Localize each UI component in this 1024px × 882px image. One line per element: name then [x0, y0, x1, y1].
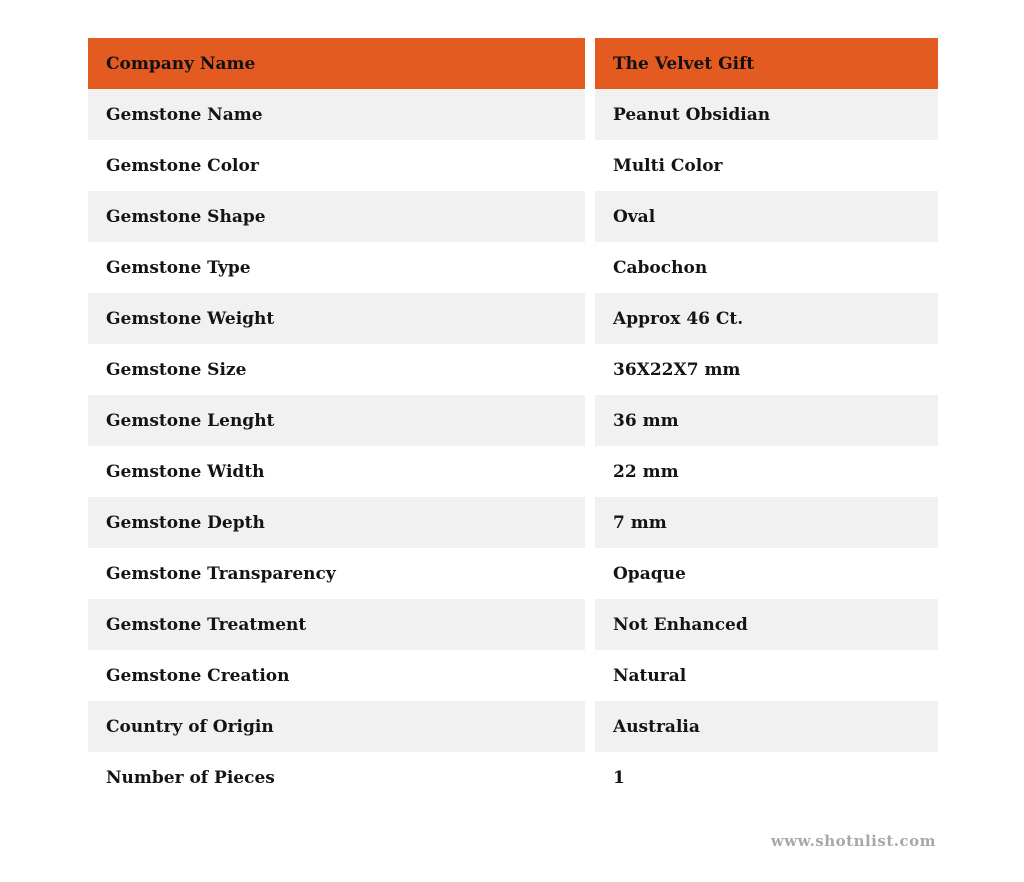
attribute-label: Gemstone Lenght: [88, 395, 585, 446]
attribute-label: Number of Pieces: [88, 752, 585, 803]
attribute-value: 1: [595, 752, 938, 803]
table-row: [88, 293, 938, 344]
header-value-cell: The Velvet Gift: [595, 38, 938, 89]
table-row: [88, 344, 938, 395]
table-row: [88, 191, 938, 242]
attribute-value: Multi Color: [595, 140, 938, 191]
attribute-label: Gemstone Creation: [88, 650, 585, 701]
attribute-value: Natural: [595, 650, 938, 701]
attribute-value: Oval: [595, 191, 938, 242]
gemstone-spec-table: [88, 38, 938, 803]
attribute-value: Cabochon: [595, 242, 938, 293]
table-row: [88, 242, 938, 293]
attribute-value: Peanut Obsidian: [595, 89, 938, 140]
attribute-value: Australia: [595, 701, 938, 752]
attribute-value: 36X22X7 mm: [595, 344, 938, 395]
attribute-value: 36 mm: [595, 395, 938, 446]
attribute-label: Gemstone Type: [88, 242, 585, 293]
attribute-label: Gemstone Treatment: [88, 599, 585, 650]
attribute-label: Gemstone Size: [88, 344, 585, 395]
table-row: [88, 548, 938, 599]
watermark-url: www.shotnlist.com: [770, 832, 936, 850]
table-row: [88, 497, 938, 548]
table-row: [88, 140, 938, 191]
table-row: [88, 599, 938, 650]
attribute-label: Gemstone Width: [88, 446, 585, 497]
attribute-label: Gemstone Name: [88, 89, 585, 140]
attribute-label: Gemstone Color: [88, 140, 585, 191]
table-row: [88, 650, 938, 701]
attribute-value: Approx 46 Ct.: [595, 293, 938, 344]
attribute-value: Opaque: [595, 548, 938, 599]
table-row: [88, 89, 938, 140]
attribute-label: Gemstone Transparency: [88, 548, 585, 599]
attribute-value: 7 mm: [595, 497, 938, 548]
table-row: [88, 446, 938, 497]
table-row: [88, 752, 938, 803]
attribute-label: Gemstone Depth: [88, 497, 585, 548]
table-row: [88, 395, 938, 446]
table-header-row: [88, 38, 938, 89]
header-label-cell: Company Name: [88, 38, 585, 89]
attribute-label: Country of Origin: [88, 701, 585, 752]
table-row: [88, 701, 938, 752]
attribute-label: Gemstone Weight: [88, 293, 585, 344]
attribute-value: 22 mm: [595, 446, 938, 497]
attribute-label: Gemstone Shape: [88, 191, 585, 242]
attribute-value: Not Enhanced: [595, 599, 938, 650]
